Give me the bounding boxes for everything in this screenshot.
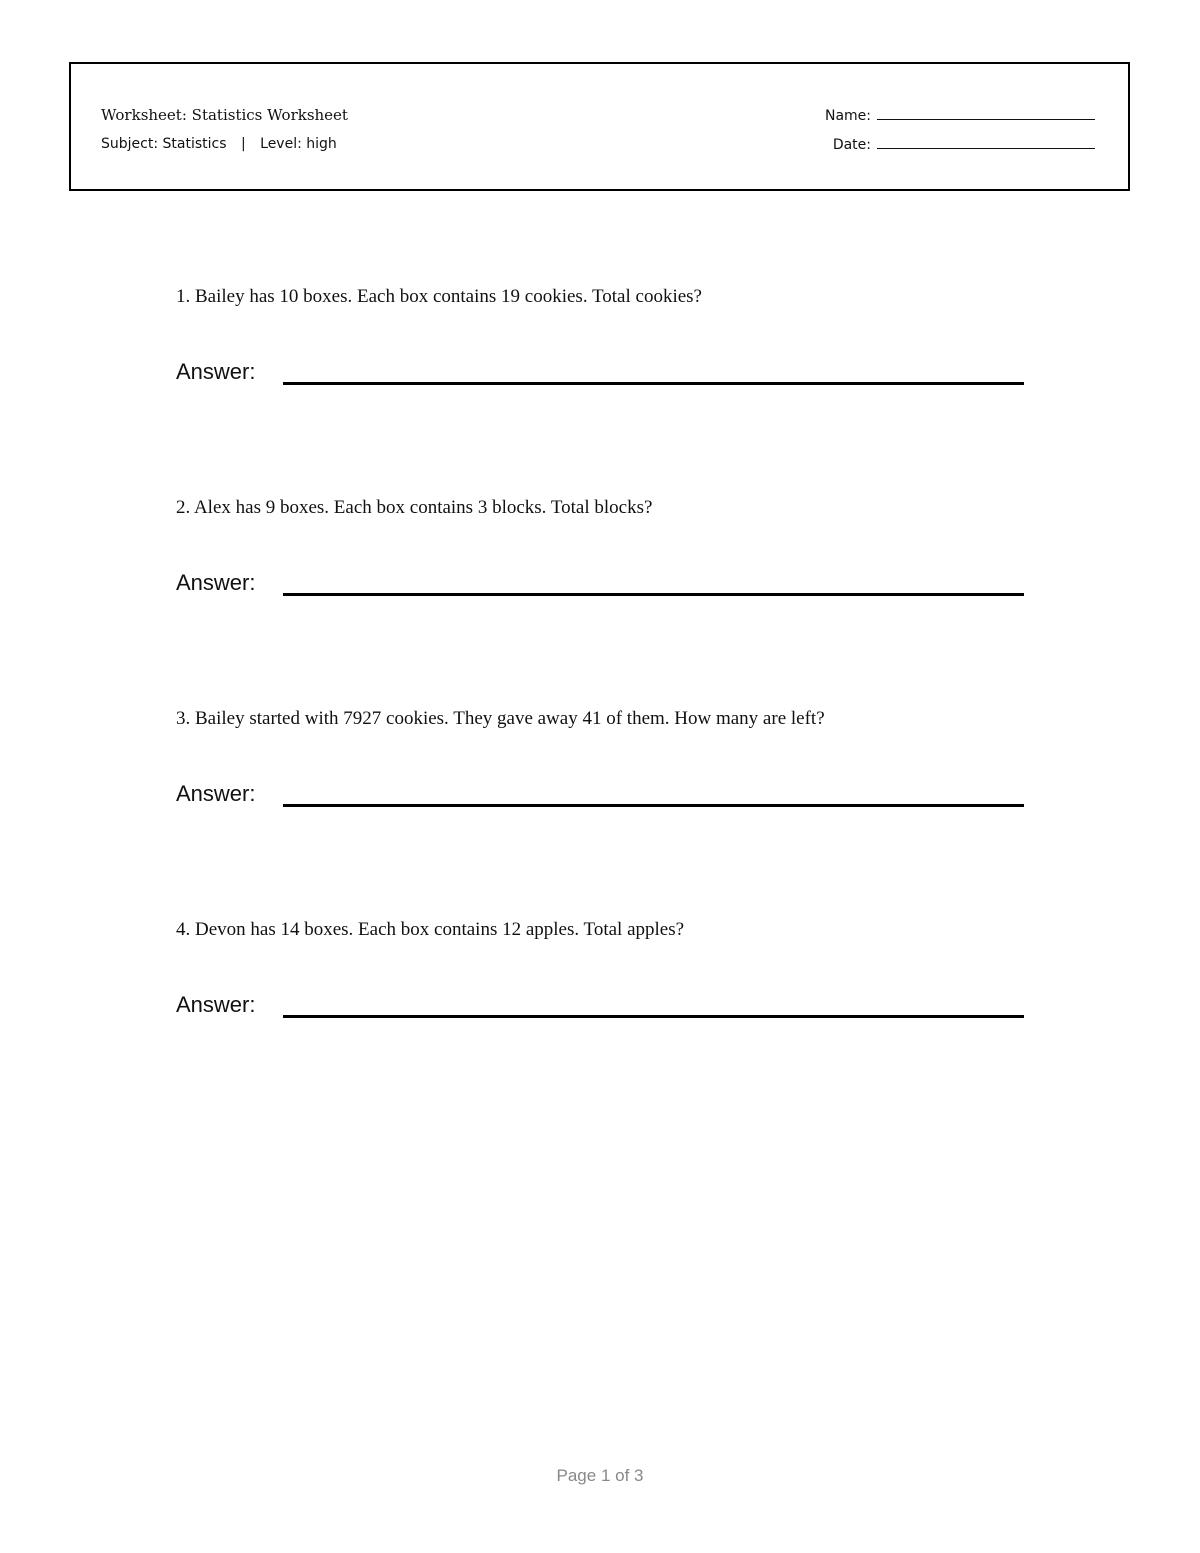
question-number: 1. bbox=[176, 286, 191, 307]
subject-level-line bbox=[101, 135, 337, 153]
answer-row-4 bbox=[176, 992, 1024, 1022]
answer-line[interactable] bbox=[283, 804, 1024, 807]
worksheet-header bbox=[69, 62, 1130, 191]
question-text: Alex has 9 boxes. Each box contains 3 blocks. Total blocks? bbox=[193, 497, 653, 518]
worksheet-title: Statistics Worksheet bbox=[191, 106, 348, 124]
answer-row-3 bbox=[176, 781, 1024, 811]
date-blank[interactable] bbox=[877, 136, 1095, 149]
question-2 bbox=[176, 497, 652, 519]
answer-label: Answer: bbox=[176, 781, 256, 806]
question-4 bbox=[176, 919, 684, 941]
answer-label: Answer: bbox=[176, 570, 256, 595]
worksheet-title-line bbox=[101, 106, 348, 124]
level-label: Level: bbox=[260, 136, 302, 152]
question-number: 3. bbox=[176, 708, 191, 729]
question-number: 2. bbox=[176, 497, 191, 518]
question-text: Bailey has 10 boxes. Each box contains 19 cookies. Total cookies? bbox=[195, 286, 702, 307]
worksheet-label: Worksheet: bbox=[101, 106, 187, 124]
answer-line[interactable] bbox=[283, 1015, 1024, 1018]
answer-label: Answer: bbox=[176, 992, 256, 1017]
date-field bbox=[833, 136, 1095, 153]
name-field bbox=[825, 107, 1095, 124]
answer-line[interactable] bbox=[283, 382, 1024, 385]
question-1 bbox=[176, 286, 702, 308]
answer-label: Answer: bbox=[176, 359, 256, 384]
separator: | bbox=[240, 136, 246, 152]
question-text: Devon has 14 boxes. Each box contains 12 apples. Total apples? bbox=[195, 919, 685, 940]
question-number: 4. bbox=[176, 919, 191, 940]
answer-row-2 bbox=[176, 570, 1024, 600]
subject-value: Statistics bbox=[162, 136, 227, 152]
answer-line[interactable] bbox=[283, 593, 1024, 596]
question-text: Bailey started with 7927 cookies. They gave away 41 of them. How many are left? bbox=[195, 708, 825, 729]
date-label: Date: bbox=[832, 137, 871, 153]
page-number: Page 1 of 3 bbox=[556, 1466, 644, 1485]
answer-row-1 bbox=[176, 359, 1024, 389]
level-value: high bbox=[306, 136, 337, 152]
subject-label: Subject: bbox=[101, 136, 159, 152]
name-blank[interactable] bbox=[877, 107, 1095, 120]
question-3 bbox=[176, 708, 825, 730]
name-label: Name: bbox=[824, 108, 871, 124]
